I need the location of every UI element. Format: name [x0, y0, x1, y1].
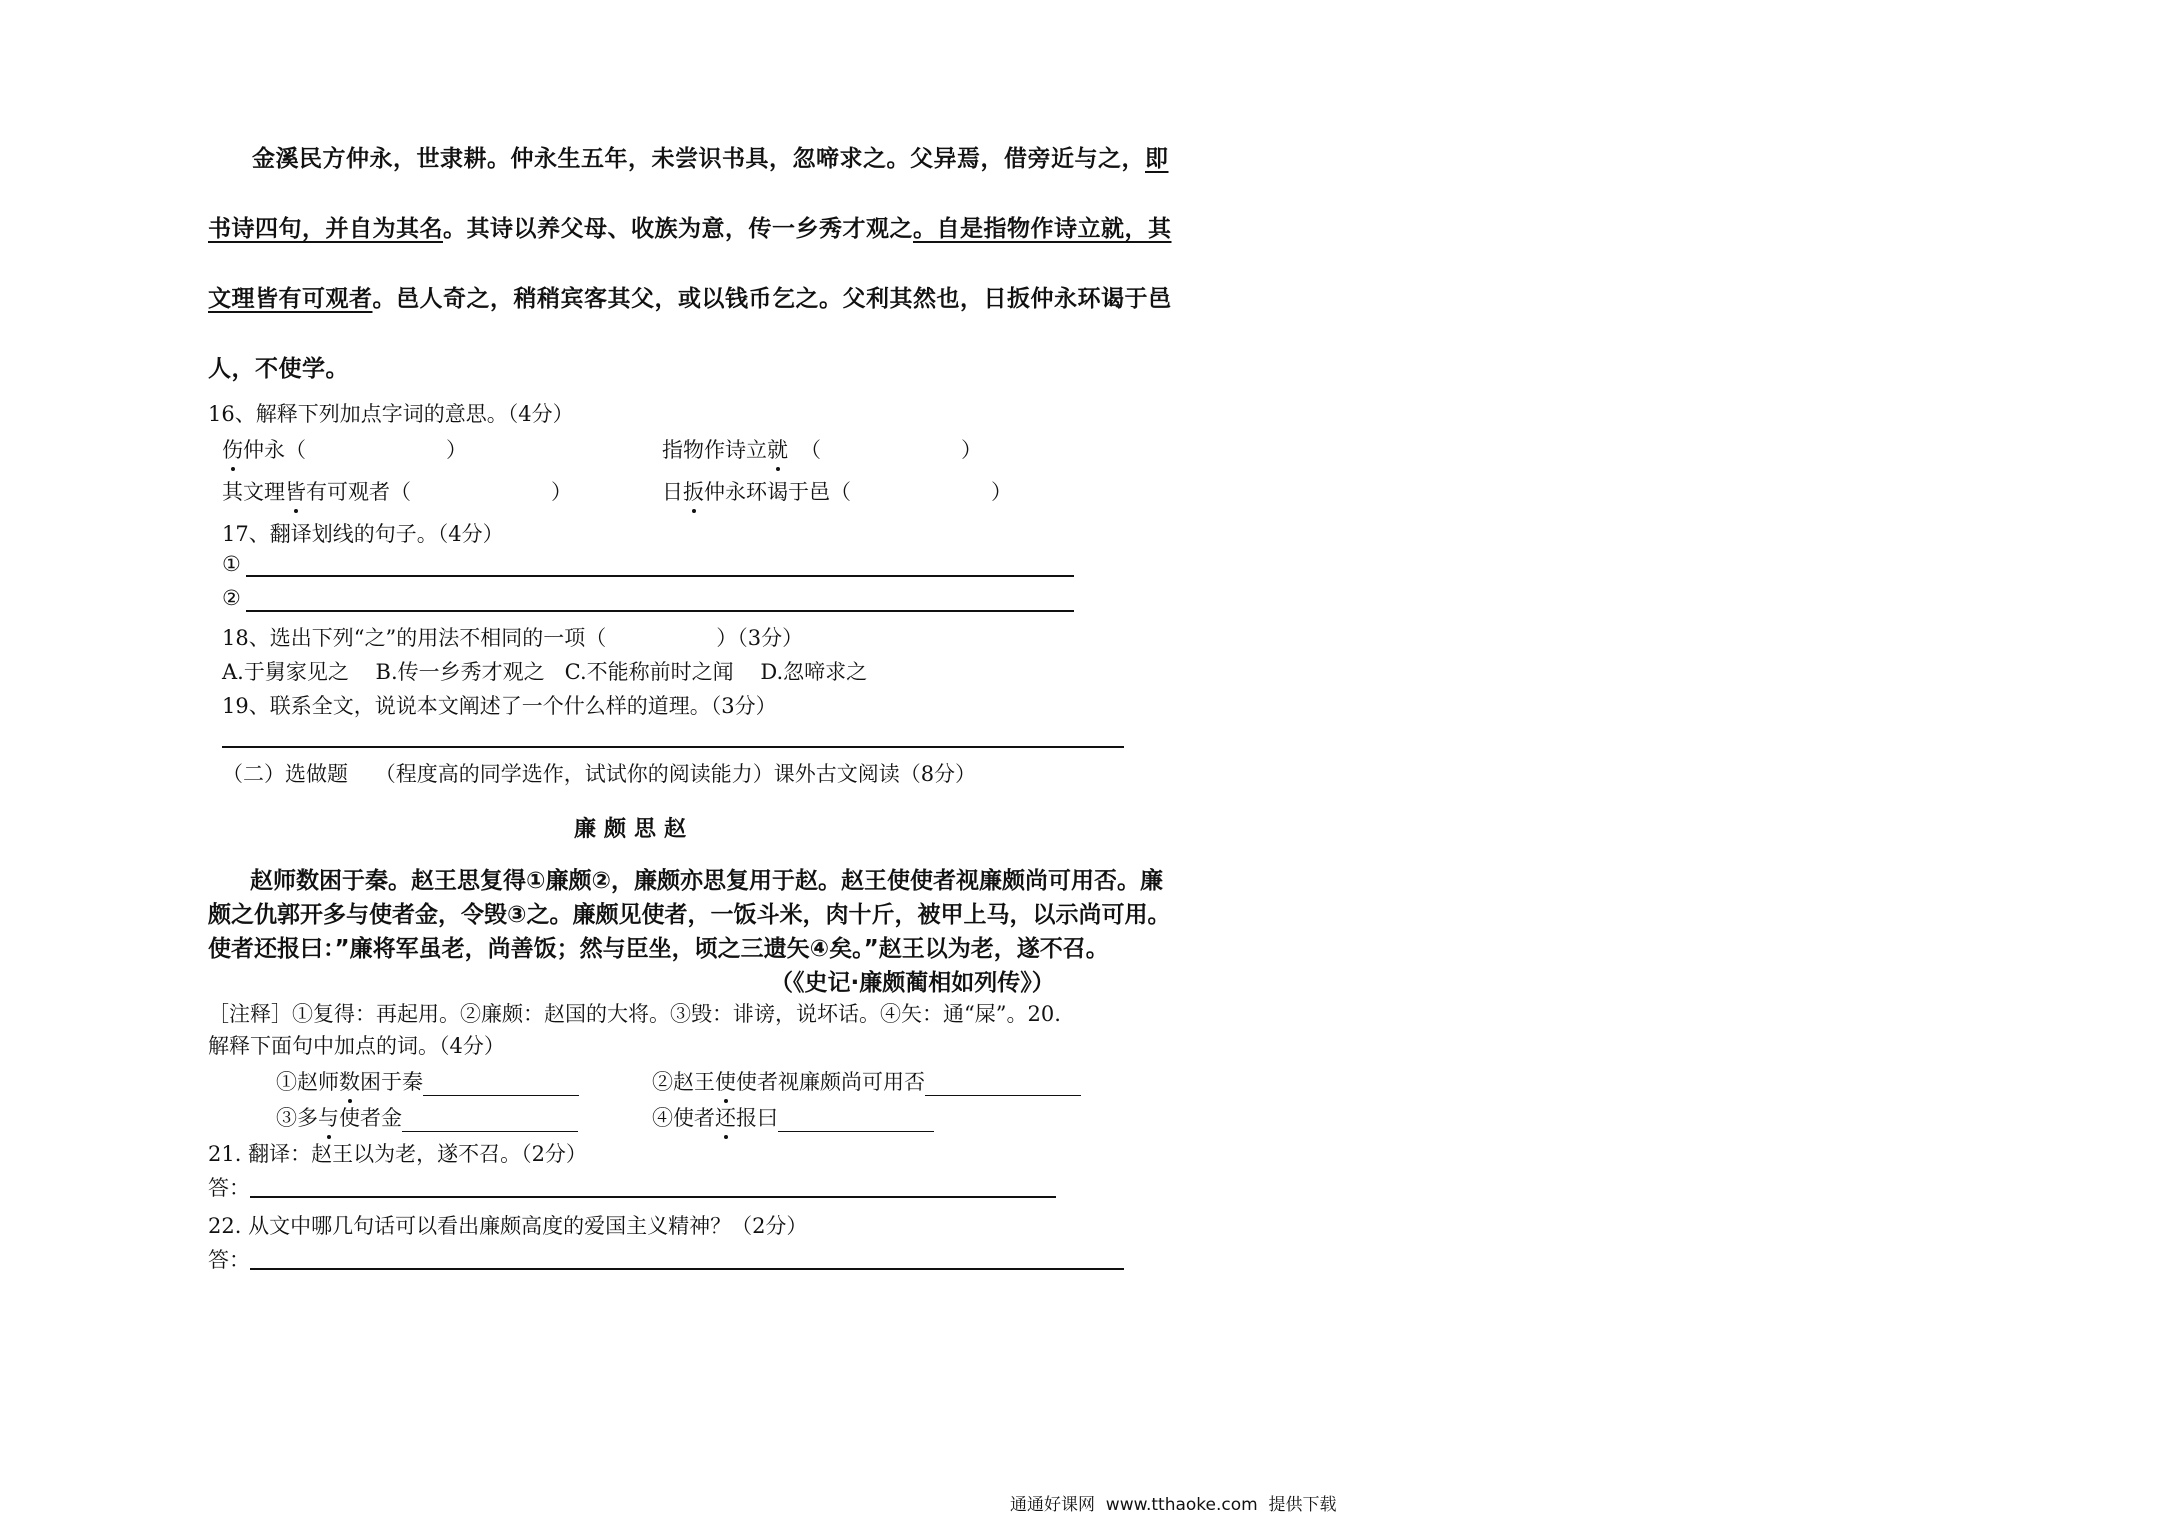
q16-item4: 日扳仲永环谒于邑（ ） [662, 476, 1012, 506]
q17-answer-line-1[interactable] [246, 575, 1074, 577]
q19-answer-line[interactable] [222, 746, 1124, 748]
q17-title: 17、翻译划线的句子。（4分） [222, 522, 504, 546]
section2-heading: （二）选做题 （程度高的同学选作，试试你的阅读能力）课外古文阅读（8分） [222, 762, 977, 786]
q20-item1-blank[interactable] [423, 1094, 579, 1096]
section2-note2: 解释下面句中加点的词。（4分） [208, 1034, 505, 1058]
q17-mark1: ① [222, 552, 241, 576]
q20-item3: ③多与使者金 [276, 1102, 578, 1132]
q18-title: 18、选出下列“之”的用法不相同的一项（ ）（3分） [222, 626, 804, 650]
q17-mark2: ② [222, 586, 241, 610]
section2-source: （《史记·廉颇蔺相如列传》） [770, 970, 1055, 996]
q20-item2-blank[interactable] [925, 1094, 1081, 1096]
section2-line3: 使者还报曰：”廉将军虽老，尚善饭；然与臣坐，顷之三遗矢④矣。”赵王以为老，遂不召。 [208, 936, 1109, 962]
q20-item3-blank[interactable] [402, 1130, 578, 1132]
section2-line1: 赵师数困于秦。赵王思复得①廉颇②，廉颇亦思复用于赵。赵王使使者视廉颇尚可用否。廉 [250, 868, 1163, 894]
q21-title: 21. 翻译：赵王以为老，遂不召。（2分） [208, 1142, 587, 1166]
passage1-line4: 人，不使学。 [208, 356, 349, 382]
q22-title: 22. 从文中哪几句话可以看出廉颇高度的爱国主义精神？（2分） [208, 1214, 808, 1238]
q16-item2: 指物作诗立就 （ ） [662, 434, 982, 464]
q21-answer-line[interactable] [250, 1196, 1056, 1198]
q22-answer-line[interactable] [250, 1268, 1124, 1270]
passage1-line2: 书诗四句，并自为其名。其诗以养父母、收族为意，传一乡秀才观之。自是指物作诗立就，其 [208, 216, 1172, 242]
section2-title: 廉颇思赵 [574, 817, 695, 842]
q20-item2: ②赵王使使者视廉颇尚可用否 [652, 1066, 1081, 1096]
passage1-line1: 金溪民方仲永，世隶耕。仲永生五年，未尝识书具，忽啼求之。父异焉，借旁近与之，即 [252, 146, 1169, 172]
q18-options: A.于舅家见之 B.传一乡秀才观之 C.不能称前时之闻 D.忽啼求之 [222, 660, 868, 684]
footer-text: 通通好课网 www.tthaoke.com 提供下载 [1010, 1495, 1337, 1515]
section2-note1: ［注释］①复得：再起用。②廉颇：赵国的大将。③毁：诽谤，说坏话。④矢：通“屎”。20. [208, 1002, 1061, 1026]
q20-item4-blank[interactable] [778, 1130, 934, 1132]
q20-item1: ①赵师数困于秦 [276, 1066, 579, 1096]
q22-answer-label: 答： [208, 1248, 250, 1272]
q19-title: 19、联系全文，说说本文阐述了一个什么样的道理。（3分） [222, 694, 777, 718]
section2-line2: 颇之仇郭开多与使者金，令毁③之。廉颇见使者，一饭斗米，肉十斤，被甲上马，以示尚可用。 [208, 902, 1171, 928]
passage1-line3: 文理皆有可观者。邑人奇之，稍稍宾客其父，或以钱币乞之。父利其然也，日扳仲永环谒于邑 [208, 286, 1172, 312]
q16-title: 16、解释下列加点字词的意思。（4分） [208, 402, 574, 426]
q20-item4: ④使者还报曰 [652, 1102, 934, 1132]
q21-answer-label: 答： [208, 1176, 250, 1200]
q17-answer-line-2[interactable] [246, 610, 1074, 612]
q16-item3: 其文理皆有可观者（ ） [222, 476, 572, 506]
q16-item1: 伤仲永（ ） [222, 434, 467, 464]
